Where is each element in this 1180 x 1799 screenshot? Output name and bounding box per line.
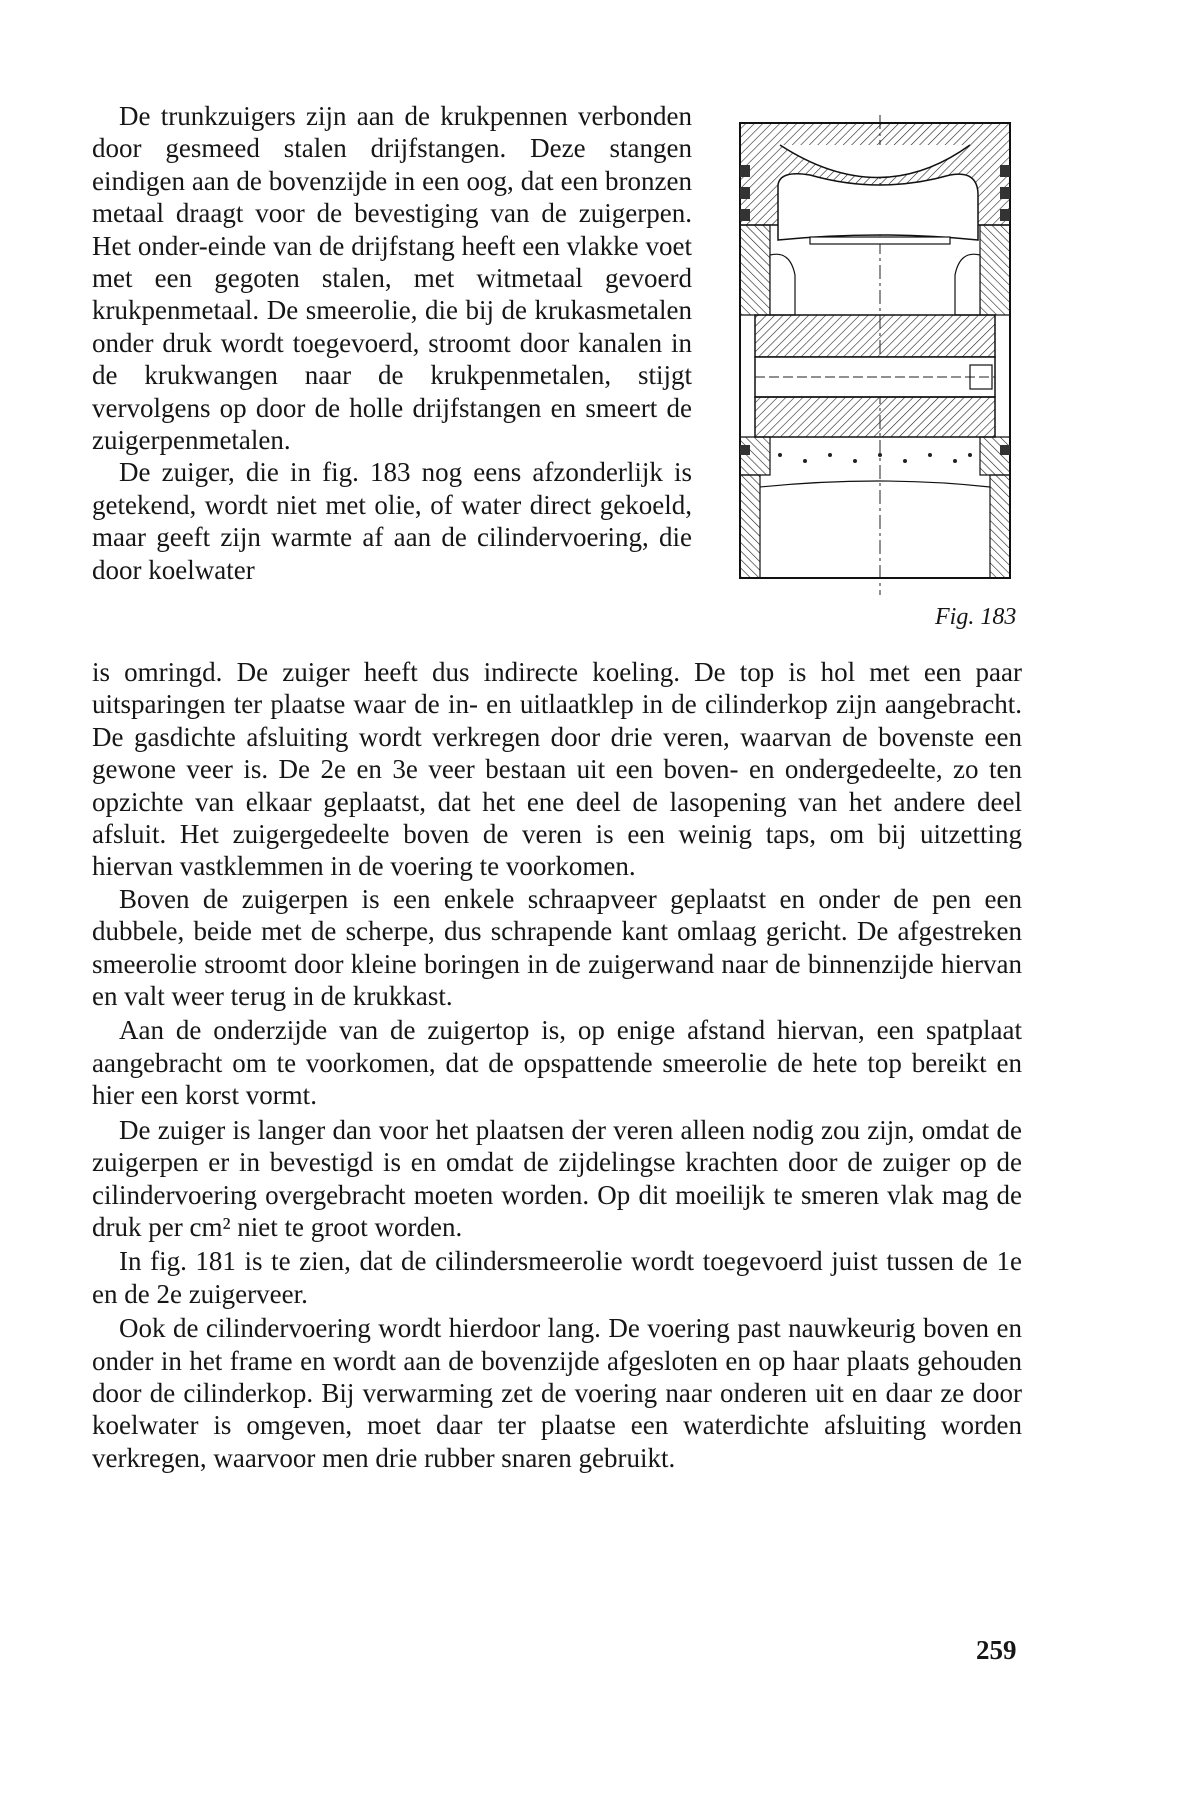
paragraph-piston-cooling-continued: is omringd. De zuiger heeft dus indirecte koeling. De top is hol met een paar uitsparingen ter plaatse waar de in- en uitlaatklep in de cilinderkop zijn aangebracht. De gasdichte afsluiting wordt verkregen door drie veren, waarvan de bovenste een gewone veer is. De 2e en 3e veer bestaan uit een boven- en ondergedeelte, zo ten opzichte van elkaar geplaatst, dat het ene deel de lasopening van het andere deel afsluit. Het zuigergedeelte boven de veren is een weinig taps, om bij uitzetting hiervan vastklemmen in de voering te voorkomen. bbox=[92, 657, 1022, 882]
text-column-narrow bbox=[92, 100, 692, 586]
piston-drawing bbox=[720, 115, 1030, 595]
paragraph-scraper-rings: Boven de zuigerpen is een enkele schraapveer geplaatst en onder de pen een dubbele, beide met de scherpe, dus schrapende kant omlaag gericht. De afgestreken smeerolie stroomt door kleine boringen in de zuigerwand naar de binnenzijde hiervan en valt weer terug in de krukkast. bbox=[92, 883, 1022, 1012]
figure-caption: Fig. 183 bbox=[935, 604, 1017, 630]
paragraph-splash-plate: Aan de onderzijde van de zuigertop is, op enige afstand hiervan, een spatplaat aangebracht om te voorkomen, dat de opspattende smeerolie de hete top bereikt en hier een korst vormt. bbox=[92, 1015, 1022, 1111]
page-number: 259 bbox=[976, 1635, 1017, 1665]
piston-cross-section-figure bbox=[720, 115, 1030, 595]
paragraph-piston-length: De zuiger is langer dan voor het plaatsen der veren alleen nodig zou zijn, omdat de zuigerpen er in bevestigd is en omdat de zijdelingse krachten door de zuiger op de cilindervoering overgebracht moeten worden. Op dit moeilijk te smeren vlak mag de druk per cm² niet te groot worden. bbox=[92, 1114, 1022, 1242]
paragraph-cylinder-lubrication: In fig. 181 is te zien, dat de cilindersmeerolie wordt toegevoerd juist tussen de 1e en de 2e zuigerveer. bbox=[92, 1246, 1022, 1309]
text-column-full bbox=[92, 656, 1022, 1474]
paragraph-piston-cooling-start: De zuiger, die in fig. 183 nog eens afzonderlijk is getekend, wordt niet met olie, of water direct gekoeld, maar geeft zijn warmte af aan de cilindervoering, die door koelwater bbox=[92, 457, 692, 585]
paragraph-connecting-rods: De trunkzuigers zijn aan de krukpennen verbonden door gesmeed stalen drijfstangen. Deze stangen eindigen aan de bovenzijde in een oog, dat een bronzen metaal draagt voor de bevestiging van de zuigerpen. Het onder-einde van de drijfstang heeft een vlakke voet met een gegoten stalen, met witmetaal gevoerd krukpenmetaal. De smeerolie, die bij de krukasmetalen onder druk wordt toegevoerd, stroomt door kanalen in de krukwangen naar de krukpenmetalen, stijgt vervolgens op door de holle drijfstangen en smeert de zuigerpenmetalen. bbox=[92, 101, 692, 456]
paragraph-cylinder-liner: Ook de cilindervoering wordt hierdoor lang. De voering past nauwkeurig boven en onder in het frame en wordt aan de bovenzijde afgesloten en op haar plaats gehouden door de cilinderkop. Bij verwarming zet de voering naar onderen uit en daar ze door koelwater is omgeven, moet daar ter plaatse een waterdichte afsluiting worden verkregen, waarvoor men drie rubber snaren gebruikt. bbox=[92, 1313, 1022, 1473]
